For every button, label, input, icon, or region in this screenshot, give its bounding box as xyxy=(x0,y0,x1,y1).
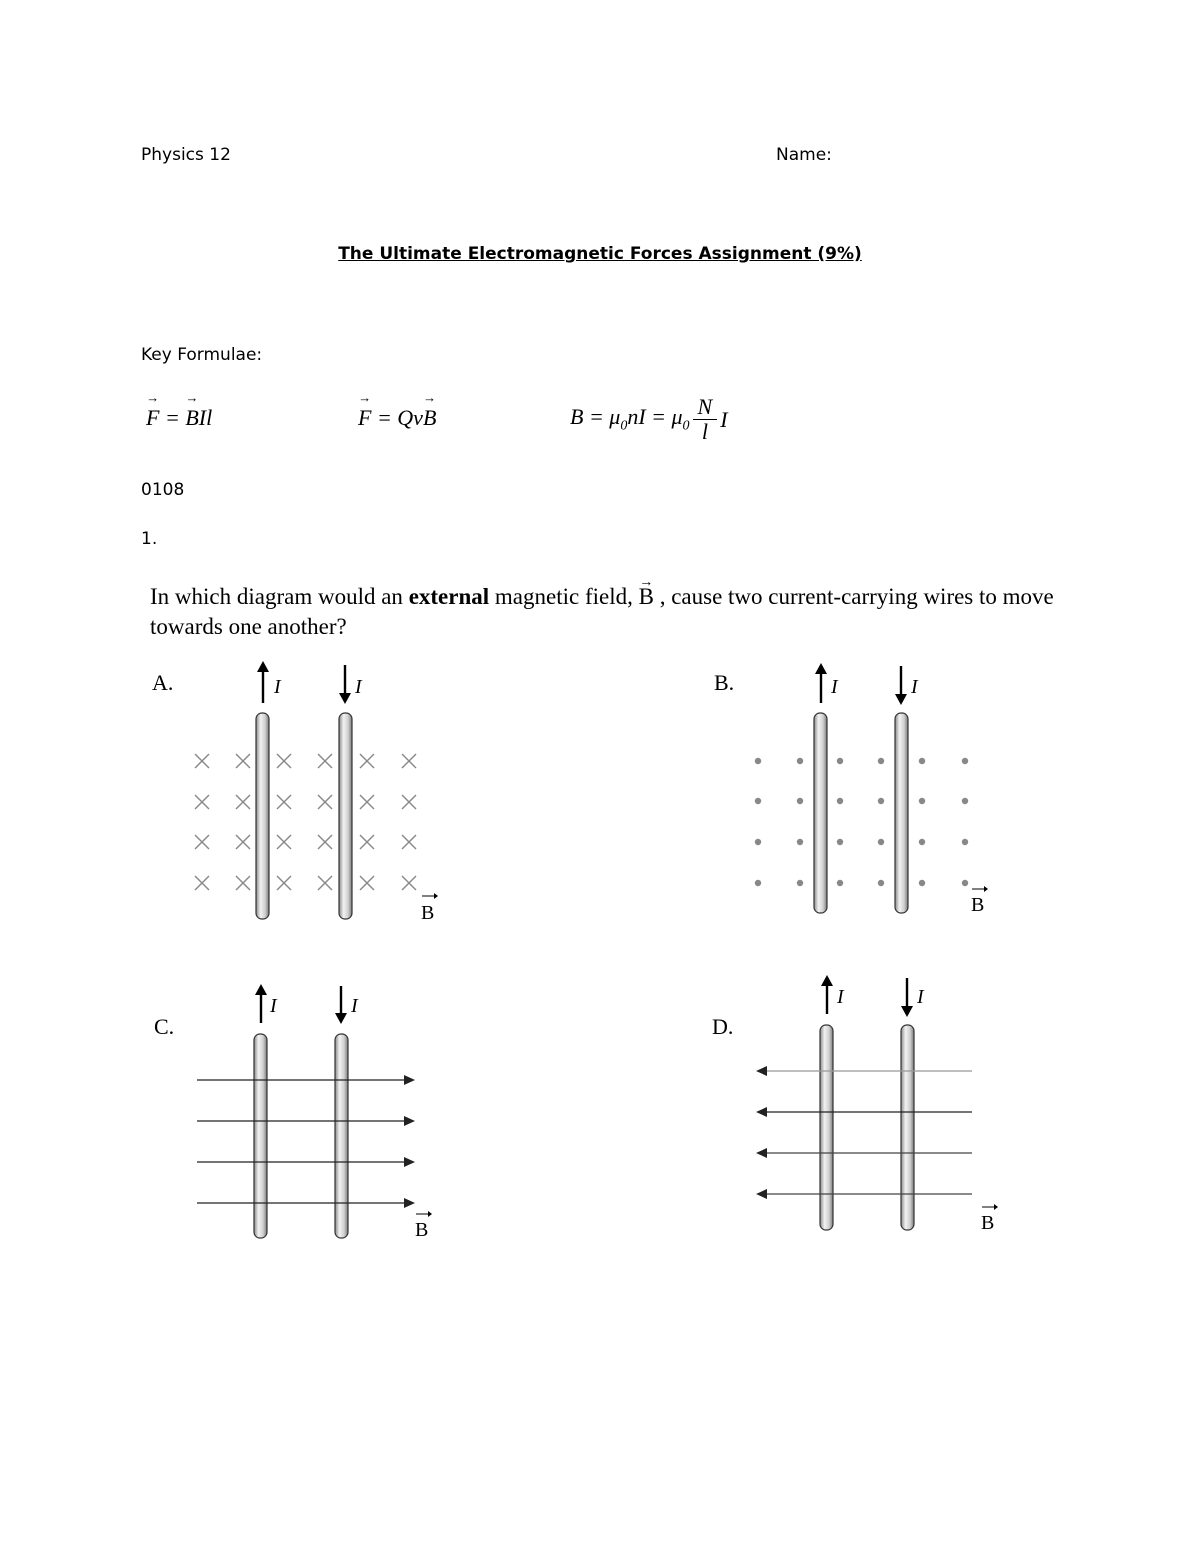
cross-marker xyxy=(318,795,332,809)
cross-marker xyxy=(236,795,250,809)
dot-marker xyxy=(878,880,884,886)
field-symbol: → B xyxy=(639,582,654,612)
course-label: Physics 12 xyxy=(141,145,231,165)
dot-marker xyxy=(962,798,968,804)
dot-marker xyxy=(919,839,925,845)
current-label: I xyxy=(270,995,277,1017)
field-label: B xyxy=(981,1212,995,1234)
formula-force-on-charge: → F = Qv→ B xyxy=(358,405,436,431)
field-label: B xyxy=(971,894,985,916)
dot-marker xyxy=(837,758,843,764)
dot-marker xyxy=(919,758,925,764)
key-formulae-label: Key Formulae: xyxy=(141,345,263,365)
question-emphasis: external xyxy=(408,584,490,609)
dot-marker xyxy=(755,880,761,886)
dot-marker xyxy=(797,798,803,804)
cross-marker xyxy=(318,835,332,849)
dot-marker xyxy=(755,839,761,845)
cross-marker xyxy=(277,754,291,768)
field-lines-right xyxy=(197,1080,406,1203)
dot-marker xyxy=(837,880,843,886)
cross-marker xyxy=(236,876,250,890)
document-title-text: The Ultimate Electromagnetic Forces Assignment (9%) xyxy=(338,244,862,264)
current-label: I xyxy=(917,986,924,1008)
field-out-of-page-markers xyxy=(755,758,968,886)
current-down-arrow xyxy=(895,666,907,705)
cross-marker xyxy=(402,876,416,890)
field-label: B xyxy=(415,1219,429,1241)
current-label: I xyxy=(355,676,362,698)
question-text-middle: magnetic field, xyxy=(489,584,639,609)
cross-marker xyxy=(195,795,209,809)
option-b-label: B. xyxy=(714,670,735,695)
dot-marker xyxy=(962,758,968,764)
dot-marker xyxy=(797,880,803,886)
dot-marker xyxy=(878,798,884,804)
dot-marker xyxy=(962,880,968,886)
current-down-arrow xyxy=(339,665,351,704)
cross-marker xyxy=(402,795,416,809)
diagram-b xyxy=(755,663,988,916)
cross-marker xyxy=(360,754,374,768)
current-up-arrow xyxy=(257,661,269,703)
current-up-arrow xyxy=(255,984,267,1023)
cross-marker xyxy=(360,795,374,809)
current-down-arrow xyxy=(335,986,347,1024)
wire-left xyxy=(820,1025,833,1230)
cross-marker xyxy=(277,795,291,809)
field-lines-left xyxy=(765,1071,972,1194)
current-label: I xyxy=(831,676,838,698)
cross-marker xyxy=(195,876,209,890)
dot-marker xyxy=(837,798,843,804)
dot-marker xyxy=(919,880,925,886)
cross-marker xyxy=(195,754,209,768)
wire-right xyxy=(901,1025,914,1230)
current-label: I xyxy=(351,995,358,1017)
current-label: I xyxy=(274,676,281,698)
wire-left xyxy=(256,713,269,919)
current-down-arrow xyxy=(901,978,913,1017)
cross-marker xyxy=(236,835,250,849)
wire-right xyxy=(895,713,908,913)
dot-marker xyxy=(878,839,884,845)
dot-marker xyxy=(962,839,968,845)
dot-marker xyxy=(878,758,884,764)
formula-solenoid-field: $B = \mu_0nI = \mu_0$ $\frac{N}{l}$ I xyxy=(570,394,728,444)
wire-left xyxy=(254,1034,267,1238)
question-number: 1. xyxy=(141,529,158,549)
field-arrowheads-left xyxy=(756,1066,767,1199)
current-up-arrow xyxy=(821,975,833,1014)
wire-right xyxy=(335,1034,348,1238)
cross-marker xyxy=(236,754,250,768)
question-text-after: , cause two current-carrying wires to move towards one another? xyxy=(150,584,1054,639)
diagram-a xyxy=(195,661,438,924)
cross-marker xyxy=(277,876,291,890)
option-a-label: A. xyxy=(152,670,174,695)
current-label: I xyxy=(911,676,918,698)
dot-marker xyxy=(919,798,925,804)
dot-marker xyxy=(797,758,803,764)
wire-left xyxy=(814,713,827,913)
dot-marker xyxy=(797,839,803,845)
cross-marker xyxy=(318,754,332,768)
cross-marker xyxy=(402,754,416,768)
dot-marker xyxy=(755,758,761,764)
current-up-arrow xyxy=(815,663,827,703)
field-arrowheads-right xyxy=(404,1075,415,1208)
wire-right xyxy=(339,713,352,919)
formula-force-on-wire: → F = → BIl xyxy=(146,405,212,431)
cross-marker xyxy=(318,876,332,890)
name-label: Name: xyxy=(776,145,832,165)
question-text-before: In which diagram would an xyxy=(150,584,409,609)
cross-marker xyxy=(277,835,291,849)
cross-marker xyxy=(360,835,374,849)
current-label: I xyxy=(837,986,844,1008)
diagram-c xyxy=(197,984,432,1241)
cross-marker xyxy=(195,835,209,849)
dot-marker xyxy=(755,798,761,804)
diagram-d xyxy=(756,975,998,1234)
option-c-label: C. xyxy=(154,1014,175,1039)
cross-marker xyxy=(360,876,374,890)
field-into-page-markers xyxy=(195,754,416,890)
option-d-label: D. xyxy=(712,1014,734,1039)
question-code: 0108 xyxy=(141,480,185,500)
field-label: B xyxy=(421,902,435,924)
cross-marker xyxy=(402,835,416,849)
dot-marker xyxy=(837,839,843,845)
